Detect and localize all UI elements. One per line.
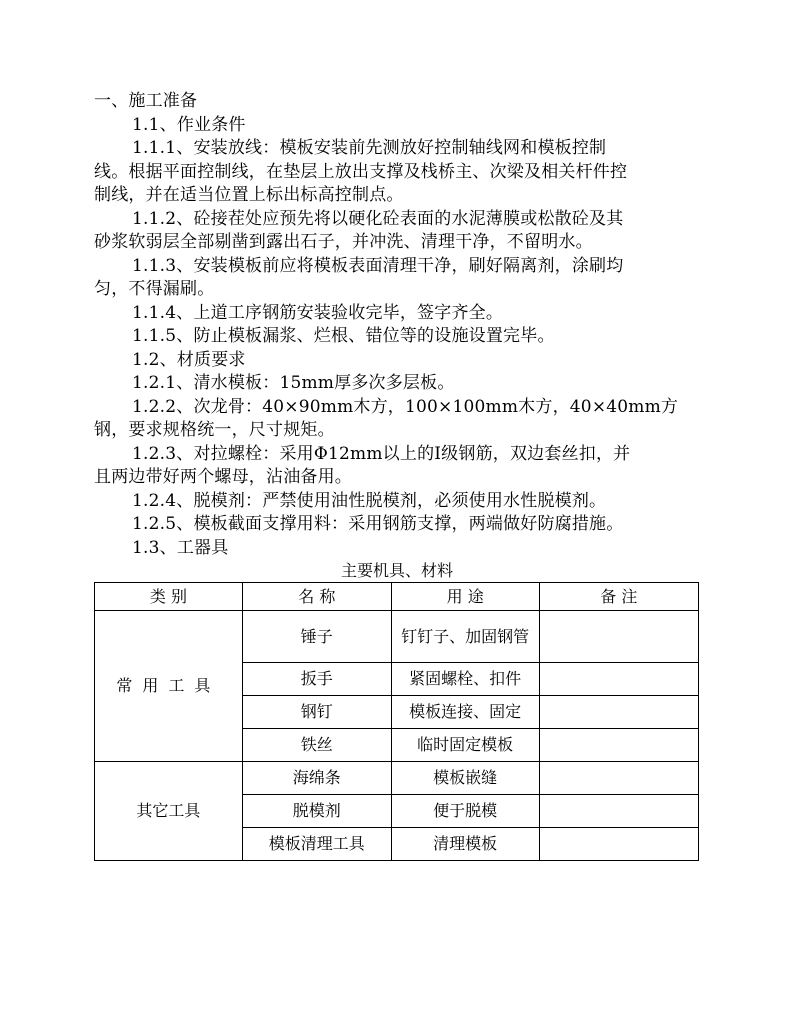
paragraph-line: 线。根据平面控制线，在垫层上放出支撑及栈桥主、次梁及相关杆件控 <box>94 161 628 182</box>
table-caption: 主要机具、材料 <box>340 561 453 580</box>
paragraph-line: 1.2.2、次龙骨：40×90mm木方，100×100mm木方，40×40mm方 <box>132 396 679 417</box>
paragraph <box>94 443 700 490</box>
header-category: 类 别 <box>95 583 243 611</box>
tools-table <box>94 582 699 861</box>
paragraph-line: 制线，并在适当位置上标出标高控制点。 <box>94 185 404 205</box>
paragraph-line: 且两边带好两个螺母，沾油备用。 <box>94 467 352 487</box>
note-cell <box>539 663 698 696</box>
paragraph-line: 匀，不得漏刷。 <box>94 279 215 299</box>
paragraph <box>94 255 700 302</box>
header-use: 用 途 <box>391 583 539 611</box>
header-name: 名 称 <box>242 583 391 611</box>
paragraph-line: 钢，要求规格统一，尺寸规矩。 <box>94 420 335 440</box>
name-cell: 模板清理工具 <box>242 828 391 861</box>
name-cell: 扳手 <box>242 663 391 696</box>
paragraph-line: 砂浆软弱层全部剔凿到露出石子，并冲洗、清理干净，不留明水。 <box>94 232 593 252</box>
paragraph-line: 1.2、材质要求 <box>132 349 246 370</box>
table-row <box>95 762 699 795</box>
use-cell: 临时固定模板 <box>391 729 539 762</box>
note-cell <box>539 611 698 663</box>
paragraph <box>94 208 700 255</box>
name-cell: 脱模剂 <box>242 795 391 828</box>
name-cell: 钢钉 <box>242 696 391 729</box>
name-cell: 锤子 <box>242 611 391 663</box>
paragraph-line: 1.1、作业条件 <box>132 114 246 135</box>
note-cell <box>539 828 698 861</box>
name-cell: 海绵条 <box>242 762 391 795</box>
note-cell <box>539 762 698 795</box>
note-cell <box>539 795 698 828</box>
paragraph <box>94 396 700 443</box>
table-header-row <box>95 583 699 611</box>
name-cell: 铁丝 <box>242 729 391 762</box>
table-row <box>95 611 699 663</box>
category-cell: 其它工具 <box>95 762 243 861</box>
paragraph <box>94 114 700 138</box>
paragraph-line: 1.1.3、安装模板前应将模板表面清理干净，刷好隔离剂，涂刷均 <box>132 255 624 276</box>
paragraph-line: 1.2.4、脱模剂：严禁使用油性脱模剂，必须使用水性脱模剂。 <box>132 490 607 511</box>
document-page <box>94 90 700 861</box>
use-cell: 钉钉子、加固钢管 <box>391 611 539 663</box>
paragraph-line: 1.1.4、上道工序钢筋安装验收完毕，签字齐全。 <box>132 302 504 323</box>
note-cell <box>539 696 698 729</box>
paragraph-line: 1.1.2、砼接茬处应预先将以硬化砼表面的水泥薄膜或松散砼及其 <box>132 208 624 229</box>
paragraph-line: 1.1.1、安装放线：模板安装前先测放好控制轴线网和模板控制 <box>132 138 607 158</box>
paragraph <box>94 537 700 561</box>
paragraph <box>94 137 700 208</box>
paragraph <box>94 513 700 537</box>
paragraph <box>94 349 700 373</box>
use-cell: 模板连接、固定 <box>391 696 539 729</box>
paragraph <box>94 490 700 514</box>
paragraph <box>94 372 700 396</box>
paragraph <box>94 302 700 326</box>
paragraph-line: 1.1.5、防止模板漏浆、烂根、错位等的设施设置完毕。 <box>132 326 555 346</box>
use-cell: 模板嵌缝 <box>391 762 539 795</box>
paragraph-line: 1.2.5、模板截面支撑用料：采用钢筋支撑，两端做好防腐措施。 <box>132 514 624 534</box>
paragraph <box>94 325 700 349</box>
section-heading: 一、施工准备 <box>94 91 198 111</box>
use-cell: 紧固螺栓、扣件 <box>391 663 539 696</box>
paragraph-line: 1.2.1、清水模板：15mm厚多次多层板。 <box>132 373 455 393</box>
category-cell: 常用工具 <box>95 611 243 762</box>
paragraph-line: 1.2.3、对拉螺栓：采用Φ12mm以上的Ⅰ级钢筋，双边套丝扣，并 <box>132 443 631 464</box>
paragraph-line: 1.3、工器具 <box>132 537 229 558</box>
use-cell: 便于脱模 <box>391 795 539 828</box>
note-cell <box>539 729 698 762</box>
use-cell: 清理模板 <box>391 828 539 861</box>
header-note: 备 注 <box>539 583 698 611</box>
